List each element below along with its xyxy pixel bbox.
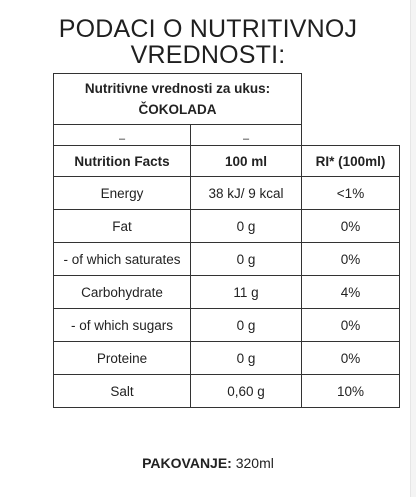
scrollbar-track[interactable] bbox=[410, 0, 416, 497]
nutrient-ri: 4% bbox=[302, 276, 400, 309]
nutrient-value: 38 kJ/ 9 kcal bbox=[191, 177, 302, 210]
nutrient-ri: <1% bbox=[302, 177, 400, 210]
nutrient-ri: 0% bbox=[302, 210, 400, 243]
column-header-per-100ml: 100 ml bbox=[191, 146, 302, 177]
nutrient-value: 11 g bbox=[191, 276, 302, 309]
page-title-line-2: VREDNOSTI: bbox=[130, 41, 286, 69]
dash-row bbox=[54, 125, 400, 146]
flavor-name: ČOKOLADA bbox=[138, 102, 217, 117]
nutrition-table bbox=[53, 73, 400, 408]
page-title bbox=[0, 16, 416, 68]
table-row bbox=[54, 210, 400, 243]
nutrient-ri: 0% bbox=[302, 243, 400, 276]
empty-dash-cell bbox=[302, 125, 400, 146]
nutrient-value: 0 g bbox=[191, 243, 302, 276]
nutrient-name: Energy bbox=[54, 177, 191, 210]
table-row bbox=[54, 276, 400, 309]
table-row bbox=[54, 177, 400, 210]
nutrient-ri: 0% bbox=[302, 309, 400, 342]
nutrient-name: Salt bbox=[54, 375, 191, 408]
dash-cell-2: – bbox=[191, 125, 302, 146]
table-row bbox=[54, 375, 400, 408]
packaging-label: PAKOVANJE: bbox=[142, 455, 232, 471]
column-header-nutrition-facts: Nutrition Facts bbox=[54, 146, 191, 177]
table-row bbox=[54, 342, 400, 375]
packaging-value: 320ml bbox=[235, 455, 274, 471]
table-row bbox=[54, 309, 400, 342]
nutrient-value: 0,60 g bbox=[191, 375, 302, 408]
nutrient-value: 0 g bbox=[191, 210, 302, 243]
flavor-header-cell bbox=[54, 74, 302, 125]
empty-corner-cell bbox=[302, 74, 400, 125]
packaging-info bbox=[0, 455, 416, 471]
nutrient-name: Carbohydrate bbox=[54, 276, 191, 309]
flavor-header-label: Nutritivne vrednosti za ukus: bbox=[84, 81, 271, 96]
column-header-ri: RI* (100ml) bbox=[302, 146, 400, 177]
nutrient-value: 0 g bbox=[191, 309, 302, 342]
page-title-line-1: PODACI O NUTRITIVNOJ bbox=[58, 15, 358, 43]
nutrient-name: - of which saturates bbox=[54, 243, 191, 276]
column-header-row bbox=[54, 146, 400, 177]
dash-cell-1: – bbox=[54, 125, 191, 146]
nutrient-name: Proteine bbox=[54, 342, 191, 375]
nutrient-ri: 0% bbox=[302, 342, 400, 375]
table-header-row bbox=[54, 74, 400, 125]
nutrient-value: 0 g bbox=[191, 342, 302, 375]
nutrient-name: - of which sugars bbox=[54, 309, 191, 342]
nutrient-ri: 10% bbox=[302, 375, 400, 408]
table-row bbox=[54, 243, 400, 276]
nutrient-name: Fat bbox=[54, 210, 191, 243]
